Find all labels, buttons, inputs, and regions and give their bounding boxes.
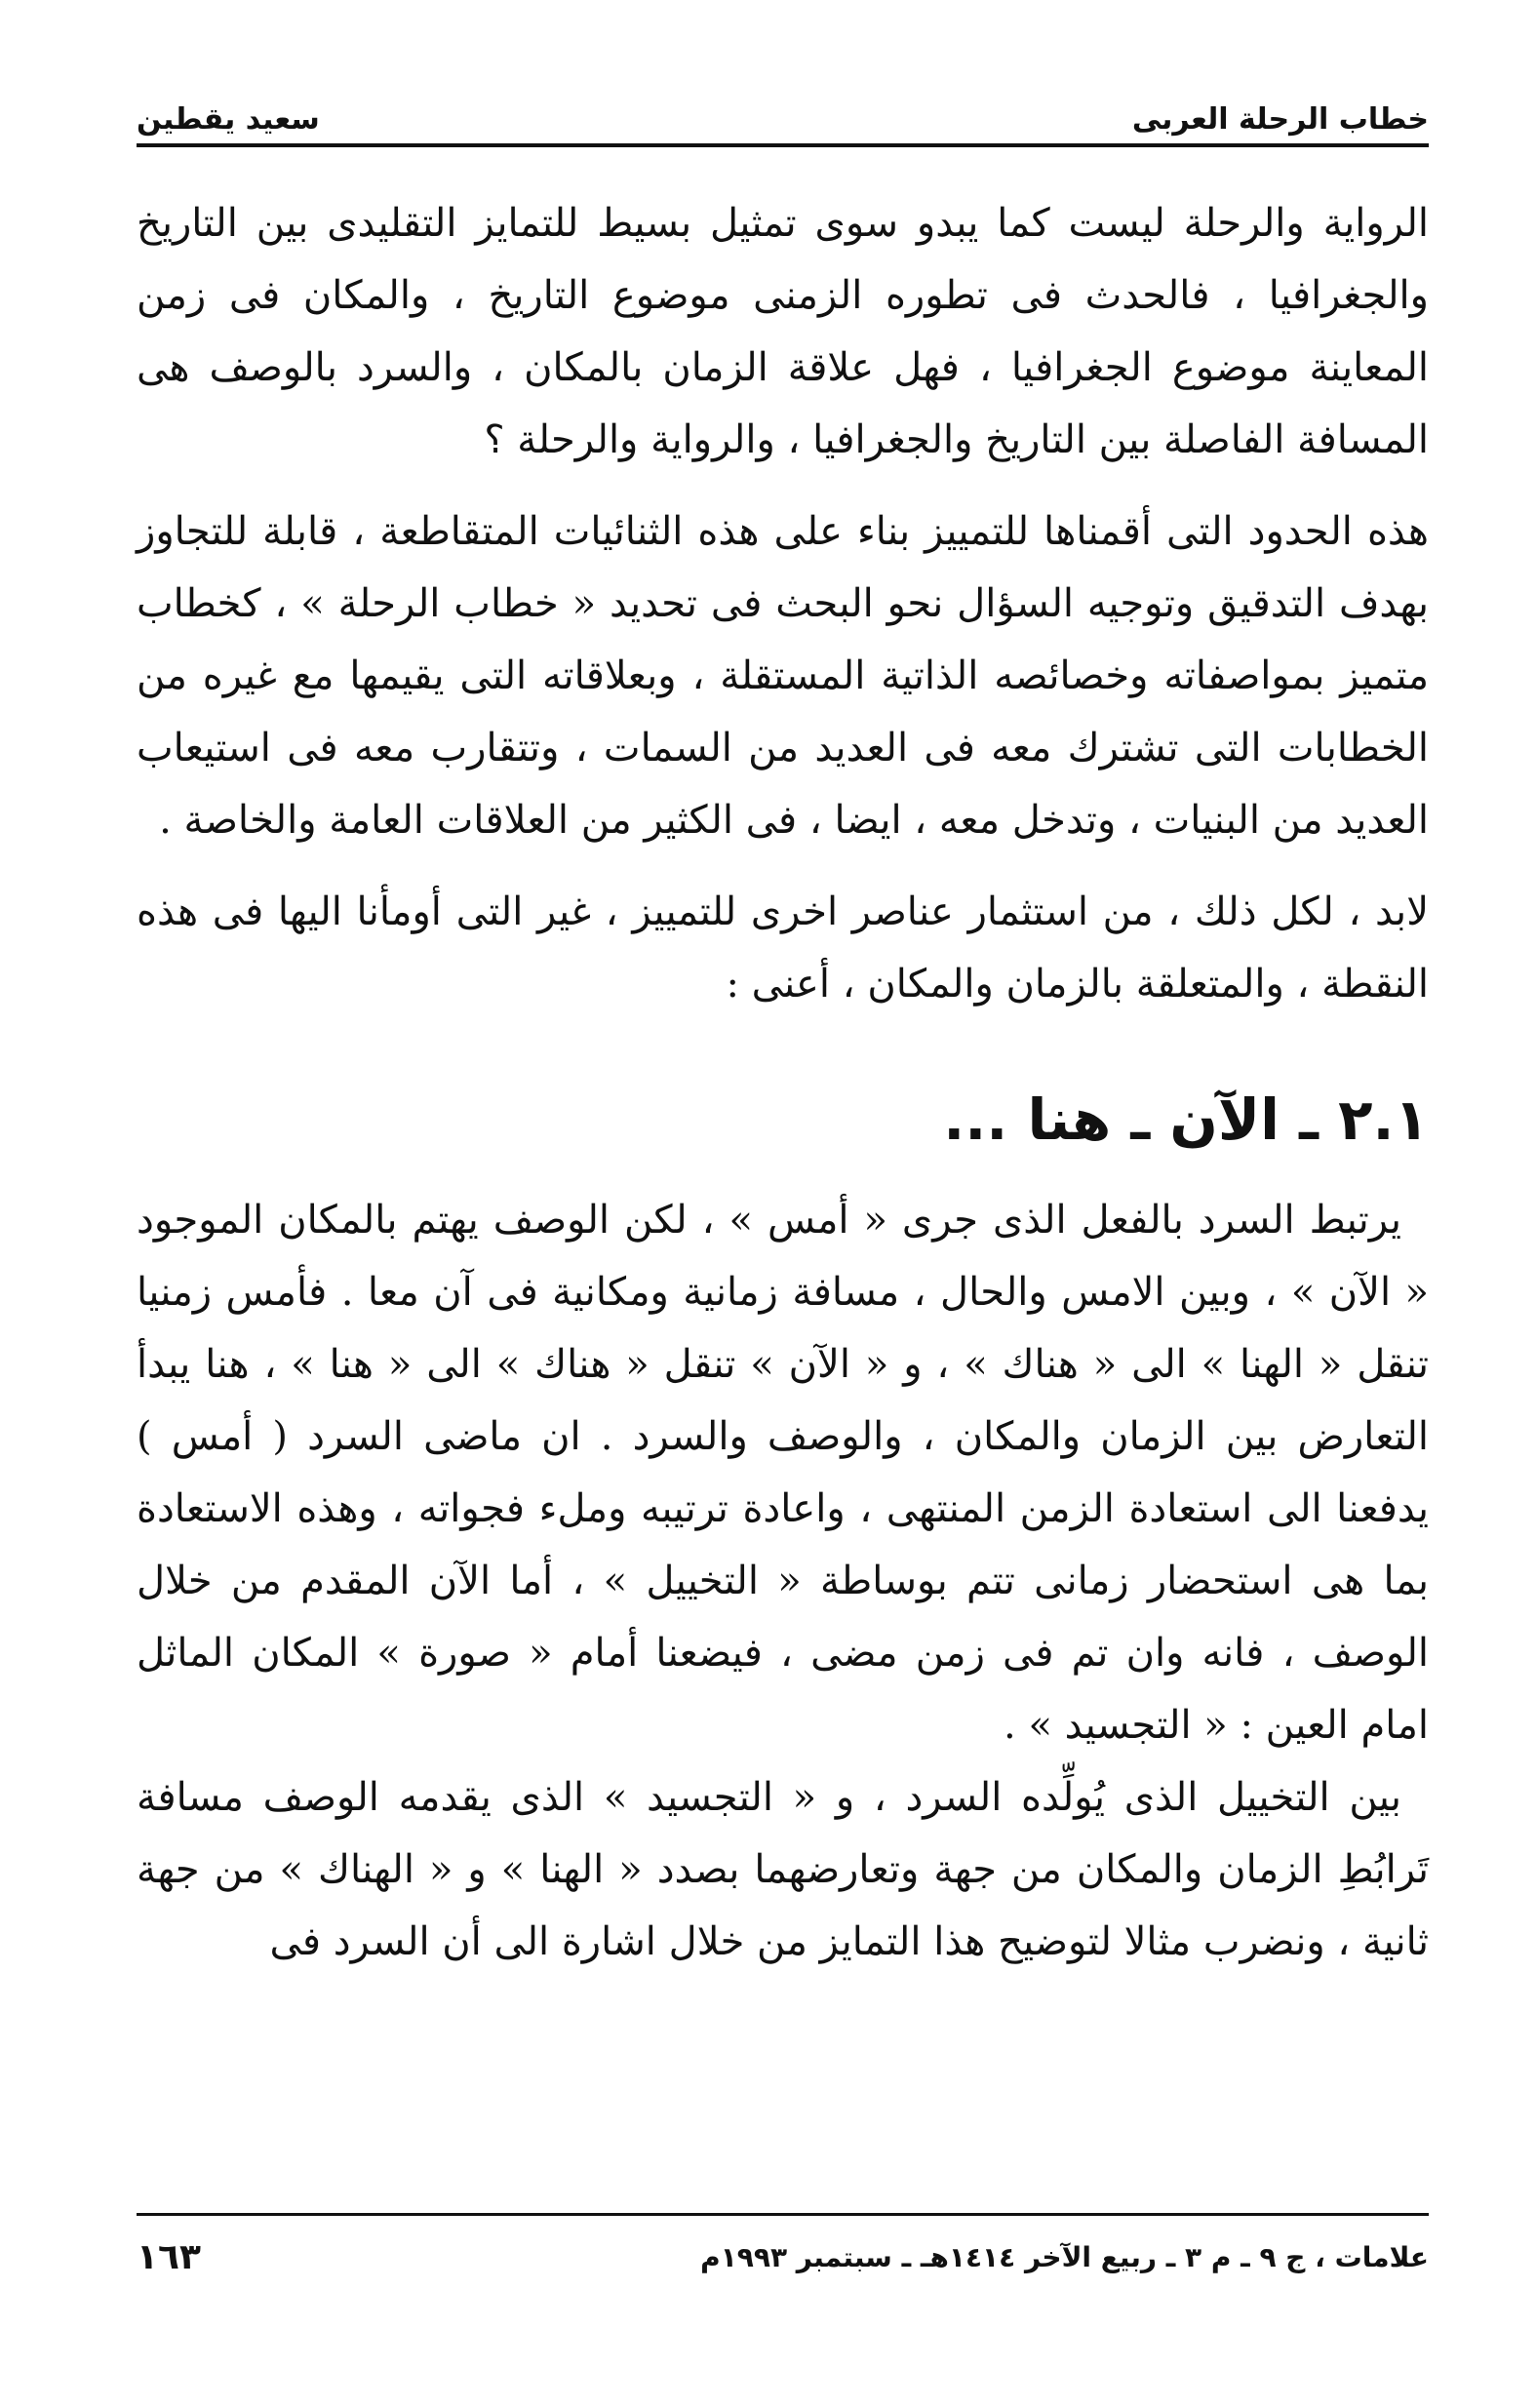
page-footer	[137, 2228, 1429, 2286]
section-heading: ٢.١ ـ الآن ـ هنا ...	[943, 1086, 1429, 1153]
running-header	[137, 78, 1429, 137]
paragraph: يرتبط السرد بالفعل الذى جرى « أمس » ، لكن الوصف يهتم بالمكان الموجود « الآن » ، وبين الامس والحال ، مسافة زمانية ومكانية فى آن معا . فأمس زمنيا تنقل « الهنا » الى « هناك » ، و « الآن » تنقل « هناك » الى « هنا » ، هنا يبدأ التعارض بين الزمان والمكان ، والوصف والسرد . ان ماضى السرد ( أمس ) يدفعنا الى استعادة الزمن المنتهى ، واعادة ترتيبه وملء فجواته ، وهذه الاستعادة بما هى استحضار زمانى تتم بوساطة « التخييل » ، أما الآن المقدم من خلال الوصف ، فانه وان تم فى زمن مضى ، فيضعنا أمام « صورة » المكان الماثل امام العين : « التجسيد » .	[137, 1198, 1429, 1748]
body-text	[137, 187, 1429, 1978]
paragraph: هذه الحدود التى أقمناها للتمييز بناء على هذه الثنائيات المتقاطعة ، قابلة للتجاوز بهدف التدقيق وتوجيه السؤال نحو البحث فى تحديد « خطاب الرحلة » ، كخطاب متميز بمواصفاته وخصائصه الذاتية المستقلة ، وبعلاقاته التى يقيمها مع غيره من الخطابات التى تشترك معه فى العديد من السمات ، وتتقارب معه فى استيعاب العديد من البنيات ، وتدخل معه ، ايضا ، فى الكثير من العلاقات العامة والخاصة .	[137, 509, 1429, 843]
paragraph: الرواية والرحلة ليست كما يبدو سوى تمثيل بسيط للتمايز التقليدى بين التاريخ والجغرافيا ، فالحدث فى تطوره الزمنى موضوع التاريخ ، والمكان فى زمن المعاينة موضوع الجغرافيا ، فهل علاقة الزمان بالمكان ، والسرد بالوصف هى المسافة الفاصلة بين التاريخ والجغرافيا ، والرواية والرحلة ؟	[137, 201, 1430, 462]
header-divider	[137, 143, 1429, 147]
journal-info: علامات ، ج ٩ ـ م ٣ ـ ربيع الآخر ١٤١٤هـ ـ سبتمبر ١٩٩٣م	[700, 2240, 1429, 2273]
paragraph: بين التخييل الذى يُولِّده السرد ، و « التجسيد » الذى يقدمه الوصف مسافة تَرابُطِ الزمان والمكان من جهة وتعارضهما بصدد « الهنا » و « الهناك » من جهة ثانية ، ونضرب مثالا لتوضيح هذا التمايز من خلال اشارة الى أن السرد فى	[137, 1775, 1429, 1964]
page-number: ١٦٣	[137, 2236, 201, 2277]
author-name: سعيد يقطين	[137, 102, 320, 137]
chapter-title: خطاب الرحلة العربى	[1131, 102, 1429, 137]
paragraph: لابد ، لكل ذلك ، من استثمار عناصر اخرى للتمييز ، غير التى أومأنا اليها فى هذه النقطة ، والمتعلقة بالزمان والمكان ، أعنى :	[137, 889, 1429, 1007]
footer-divider	[137, 2213, 1429, 2216]
